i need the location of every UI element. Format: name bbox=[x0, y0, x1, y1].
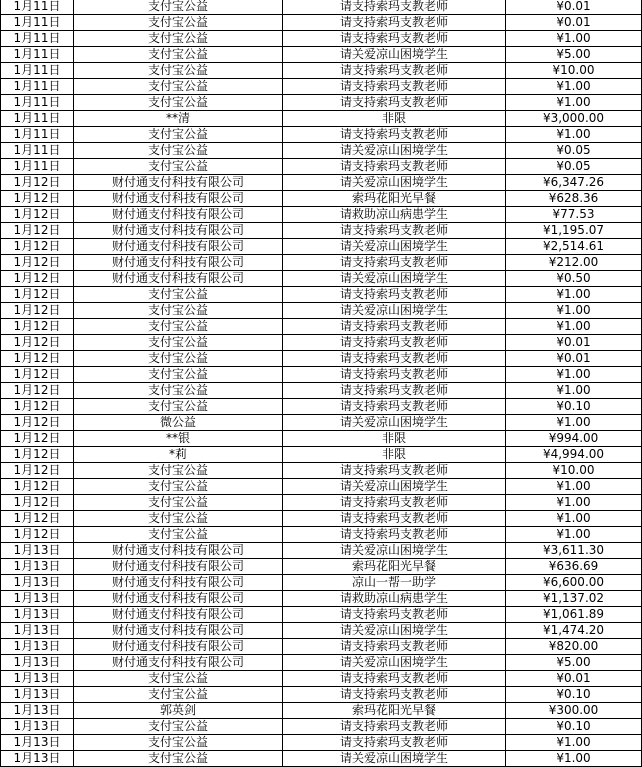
cell-date[interactable]: 1月12日 bbox=[1, 223, 74, 239]
cell-amount[interactable]: ¥1,137.02 bbox=[506, 591, 642, 607]
cell-donor[interactable]: 财付通支付科技有限公司 bbox=[74, 607, 283, 623]
cell-donor[interactable]: 支付宝公益 bbox=[74, 159, 283, 175]
table-row bbox=[1, 383, 642, 399]
cell-project[interactable]: 请关爱凉山困境学生 bbox=[283, 303, 506, 319]
table-row bbox=[1, 159, 642, 175]
table-row bbox=[1, 127, 642, 143]
cell-date[interactable]: 1月13日 bbox=[1, 655, 74, 671]
cell-amount[interactable]: ¥820.00 bbox=[506, 639, 642, 655]
cell-amount[interactable]: ¥1.00 bbox=[506, 735, 642, 751]
cell-date[interactable]: 1月12日 bbox=[1, 335, 74, 351]
table-row bbox=[1, 607, 642, 623]
cell-date[interactable]: 1月11日 bbox=[1, 47, 74, 63]
cell-date[interactable]: 1月12日 bbox=[1, 319, 74, 335]
table-row bbox=[1, 303, 642, 319]
table-row bbox=[1, 735, 642, 751]
cell-amount[interactable]: ¥0.50 bbox=[506, 271, 642, 287]
table-row bbox=[1, 655, 642, 671]
cell-date[interactable]: 1月12日 bbox=[1, 367, 74, 383]
cell-amount[interactable]: ¥1.00 bbox=[506, 495, 642, 511]
cell-amount[interactable]: ¥1.00 bbox=[506, 415, 642, 431]
table-row bbox=[1, 575, 642, 591]
cell-date[interactable]: 1月12日 bbox=[1, 207, 74, 223]
cell-date[interactable]: 1月12日 bbox=[1, 255, 74, 271]
cell-project[interactable]: 请关爱凉山困境学生 bbox=[283, 655, 506, 671]
table-row bbox=[1, 527, 642, 543]
cell-donor[interactable]: 财付通支付科技有限公司 bbox=[74, 223, 283, 239]
cell-project[interactable]: 请关爱凉山困境学生 bbox=[283, 479, 506, 495]
cell-amount[interactable]: ¥0.01 bbox=[506, 351, 642, 367]
cell-project[interactable]: 请关爱凉山困境学生 bbox=[283, 415, 506, 431]
cell-donor[interactable]: 支付宝公益 bbox=[74, 95, 283, 111]
cell-amount[interactable]: ¥0.10 bbox=[506, 719, 642, 735]
cell-project[interactable]: 非限 bbox=[283, 111, 506, 127]
cell-amount[interactable]: ¥0.10 bbox=[506, 687, 642, 703]
table-row bbox=[1, 703, 642, 719]
cell-amount[interactable]: ¥1.00 bbox=[506, 95, 642, 111]
cell-amount[interactable]: ¥2,514.61 bbox=[506, 239, 642, 255]
table-row bbox=[1, 671, 642, 687]
table-row bbox=[1, 415, 642, 431]
cell-date[interactable]: 1月12日 bbox=[1, 495, 74, 511]
cell-date[interactable]: 1月13日 bbox=[1, 735, 74, 751]
cell-date[interactable]: 1月11日 bbox=[1, 15, 74, 31]
cell-donor[interactable]: 财付通支付科技有限公司 bbox=[74, 591, 283, 607]
table-row bbox=[1, 271, 642, 287]
cell-donor[interactable]: 支付宝公益 bbox=[74, 687, 283, 703]
cell-project[interactable]: 请支持索玛支教老师 bbox=[283, 607, 506, 623]
cell-project[interactable]: 索玛花阳光早餐 bbox=[283, 559, 506, 575]
cell-project[interactable]: 请支持索玛支教老师 bbox=[283, 639, 506, 655]
cell-donor[interactable]: 财付通支付科技有限公司 bbox=[74, 175, 283, 191]
cell-date[interactable]: 1月12日 bbox=[1, 463, 74, 479]
cell-project[interactable]: 请支持索玛支教老师 bbox=[283, 319, 506, 335]
cell-date[interactable]: 1月13日 bbox=[1, 607, 74, 623]
cell-donor[interactable]: 支付宝公益 bbox=[74, 479, 283, 495]
cell-donor[interactable]: 财付通支付科技有限公司 bbox=[74, 255, 283, 271]
cell-amount[interactable]: ¥1,195.07 bbox=[506, 223, 642, 239]
table-row bbox=[1, 79, 642, 95]
cell-date[interactable]: 1月13日 bbox=[1, 591, 74, 607]
cell-project[interactable]: 请关爱凉山困境学生 bbox=[283, 271, 506, 287]
cell-donor[interactable]: 财付通支付科技有限公司 bbox=[74, 271, 283, 287]
cell-project[interactable]: 请关爱凉山困境学生 bbox=[283, 751, 506, 767]
cell-date[interactable]: 1月13日 bbox=[1, 687, 74, 703]
cell-donor[interactable]: 支付宝公益 bbox=[74, 0, 283, 15]
cell-amount[interactable]: ¥0.01 bbox=[506, 15, 642, 31]
cell-date[interactable]: 1月11日 bbox=[1, 63, 74, 79]
cell-amount[interactable]: ¥10.00 bbox=[506, 463, 642, 479]
table-row bbox=[1, 751, 642, 767]
cell-donor[interactable]: 支付宝公益 bbox=[74, 335, 283, 351]
cell-amount[interactable]: ¥0.05 bbox=[506, 159, 642, 175]
table-row bbox=[1, 95, 642, 111]
cell-donor[interactable]: 支付宝公益 bbox=[74, 47, 283, 63]
table-row bbox=[1, 687, 642, 703]
cell-project[interactable]: 索玛花阳光早餐 bbox=[283, 703, 506, 719]
cell-project[interactable]: 请支持索玛支教老师 bbox=[283, 511, 506, 527]
cell-project[interactable]: 请支持索玛支教老师 bbox=[283, 0, 506, 15]
cell-amount[interactable]: ¥1,474.20 bbox=[506, 623, 642, 639]
cell-donor[interactable]: 财付通支付科技有限公司 bbox=[74, 239, 283, 255]
table-row bbox=[1, 239, 642, 255]
cell-project[interactable]: 请支持索玛支教老师 bbox=[283, 351, 506, 367]
table-row bbox=[1, 351, 642, 367]
cell-project[interactable]: 请支持索玛支教老师 bbox=[283, 159, 506, 175]
cell-donor[interactable]: 支付宝公益 bbox=[74, 751, 283, 767]
cell-project[interactable]: 请关爱凉山困境学生 bbox=[283, 143, 506, 159]
cell-project[interactable]: 请关爱凉山困境学生 bbox=[283, 543, 506, 559]
table-row bbox=[1, 511, 642, 527]
cell-donor[interactable]: 微公益 bbox=[74, 415, 283, 431]
cell-donor[interactable]: *莉 bbox=[74, 447, 283, 463]
cell-date[interactable]: 1月13日 bbox=[1, 751, 74, 767]
cell-donor[interactable]: 支付宝公益 bbox=[74, 287, 283, 303]
cell-project[interactable]: 请关爱凉山困境学生 bbox=[283, 239, 506, 255]
cell-amount[interactable]: ¥5.00 bbox=[506, 655, 642, 671]
table-row bbox=[1, 591, 642, 607]
cell-donor[interactable]: 支付宝公益 bbox=[74, 367, 283, 383]
cell-donor[interactable]: 支付宝公益 bbox=[74, 143, 283, 159]
cell-date[interactable]: 1月12日 bbox=[1, 303, 74, 319]
cell-amount[interactable]: ¥1.00 bbox=[506, 303, 642, 319]
cell-donor[interactable]: 支付宝公益 bbox=[74, 303, 283, 319]
table-row bbox=[1, 463, 642, 479]
cell-donor[interactable]: 支付宝公益 bbox=[74, 351, 283, 367]
cell-project[interactable]: 请支持索玛支教老师 bbox=[283, 719, 506, 735]
cell-amount[interactable]: ¥3,611.30 bbox=[506, 543, 642, 559]
cell-date[interactable]: 1月12日 bbox=[1, 239, 74, 255]
cell-date[interactable]: 1月11日 bbox=[1, 79, 74, 95]
cell-project[interactable]: 请支持索玛支教老师 bbox=[283, 335, 506, 351]
cell-amount[interactable]: ¥1.00 bbox=[506, 79, 642, 95]
cell-amount[interactable]: ¥1.00 bbox=[506, 479, 642, 495]
cell-donor[interactable]: 支付宝公益 bbox=[74, 127, 283, 143]
cell-amount[interactable]: ¥6,347.26 bbox=[506, 175, 642, 191]
cell-date[interactable]: 1月11日 bbox=[1, 31, 74, 47]
cell-date[interactable]: 1月13日 bbox=[1, 639, 74, 655]
cell-date[interactable]: 1月11日 bbox=[1, 127, 74, 143]
cell-amount[interactable]: ¥1.00 bbox=[506, 127, 642, 143]
cell-amount[interactable]: ¥212.00 bbox=[506, 255, 642, 271]
cell-date[interactable]: 1月11日 bbox=[1, 143, 74, 159]
cell-project[interactable]: 请支持索玛支教老师 bbox=[283, 223, 506, 239]
cell-amount[interactable]: ¥3,000.00 bbox=[506, 111, 642, 127]
cell-project[interactable]: 请支持索玛支教老师 bbox=[283, 735, 506, 751]
table-row bbox=[1, 543, 642, 559]
cell-amount[interactable]: ¥77.53 bbox=[506, 207, 642, 223]
cell-donor[interactable]: 支付宝公益 bbox=[74, 511, 283, 527]
cell-date[interactable]: 1月13日 bbox=[1, 559, 74, 575]
cell-date[interactable]: 1月12日 bbox=[1, 287, 74, 303]
cell-amount[interactable]: ¥1.00 bbox=[506, 751, 642, 767]
cell-project[interactable]: 请支持索玛支教老师 bbox=[283, 127, 506, 143]
cell-amount[interactable]: ¥1.00 bbox=[506, 527, 642, 543]
cell-date[interactable]: 1月12日 bbox=[1, 447, 74, 463]
cell-amount[interactable]: ¥0.05 bbox=[506, 143, 642, 159]
table-row bbox=[1, 207, 642, 223]
table-row bbox=[1, 495, 642, 511]
cell-project[interactable]: 请支持索玛支教老师 bbox=[283, 463, 506, 479]
cell-amount[interactable]: ¥1,061.89 bbox=[506, 607, 642, 623]
cell-project[interactable]: 请支持索玛支教老师 bbox=[283, 15, 506, 31]
cell-project[interactable]: 请支持索玛支教老师 bbox=[283, 527, 506, 543]
cell-amount[interactable]: ¥636.69 bbox=[506, 559, 642, 575]
table-row bbox=[1, 479, 642, 495]
cell-project[interactable]: 请关爱凉山困境学生 bbox=[283, 623, 506, 639]
cell-amount[interactable]: ¥0.01 bbox=[506, 0, 642, 15]
cell-amount[interactable]: ¥10.00 bbox=[506, 63, 642, 79]
cell-amount[interactable]: ¥0.10 bbox=[506, 399, 642, 415]
table-row bbox=[1, 47, 642, 63]
cell-date[interactable]: 1月13日 bbox=[1, 575, 74, 591]
table-row bbox=[1, 399, 642, 415]
cell-donor[interactable]: 财付通支付科技有限公司 bbox=[74, 575, 283, 591]
cell-project[interactable]: 请支持索玛支教老师 bbox=[283, 367, 506, 383]
cell-donor[interactable]: 财付通支付科技有限公司 bbox=[74, 207, 283, 223]
cell-amount[interactable]: ¥300.00 bbox=[506, 703, 642, 719]
cell-project[interactable]: 请支持索玛支教老师 bbox=[283, 687, 506, 703]
cell-project[interactable]: 请关爱凉山困境学生 bbox=[283, 175, 506, 191]
cell-project[interactable]: 索玛花阳光早餐 bbox=[283, 191, 506, 207]
table-row bbox=[1, 255, 642, 271]
cell-date[interactable]: 1月13日 bbox=[1, 623, 74, 639]
cell-project[interactable]: 请支持索玛支教老师 bbox=[283, 287, 506, 303]
cell-donor[interactable]: 支付宝公益 bbox=[74, 31, 283, 47]
table-row bbox=[1, 15, 642, 31]
cell-donor[interactable]: 财付通支付科技有限公司 bbox=[74, 191, 283, 207]
table-row bbox=[1, 287, 642, 303]
table-row bbox=[1, 623, 642, 639]
cell-project[interactable]: 请支持索玛支教老师 bbox=[283, 671, 506, 687]
cell-date[interactable]: 1月13日 bbox=[1, 671, 74, 687]
cell-date[interactable]: 1月11日 bbox=[1, 159, 74, 175]
cell-donor[interactable]: 支付宝公益 bbox=[74, 527, 283, 543]
cell-donor[interactable]: 支付宝公益 bbox=[74, 671, 283, 687]
cell-date[interactable]: 1月11日 bbox=[1, 95, 74, 111]
table-row bbox=[1, 191, 642, 207]
cell-project[interactable]: 请救助凉山病患学生 bbox=[283, 207, 506, 223]
cell-date[interactable]: 1月12日 bbox=[1, 431, 74, 447]
cell-donor[interactable]: 支付宝公益 bbox=[74, 63, 283, 79]
cell-project[interactable]: 请救助凉山病患学生 bbox=[283, 591, 506, 607]
cell-project[interactable]: 请关爱凉山困境学生 bbox=[283, 47, 506, 63]
table-row bbox=[1, 63, 642, 79]
table-row bbox=[1, 431, 642, 447]
donation-table-body bbox=[1, 0, 642, 767]
cell-project[interactable]: 非限 bbox=[283, 447, 506, 463]
cell-date[interactable]: 1月12日 bbox=[1, 351, 74, 367]
table-row bbox=[1, 335, 642, 351]
cell-donor[interactable]: 支付宝公益 bbox=[74, 79, 283, 95]
cell-amount[interactable]: ¥0.01 bbox=[506, 671, 642, 687]
cell-donor[interactable]: 支付宝公益 bbox=[74, 319, 283, 335]
table-row bbox=[1, 0, 642, 15]
cell-donor[interactable]: 支付宝公益 bbox=[74, 383, 283, 399]
cell-date[interactable]: 1月11日 bbox=[1, 0, 74, 15]
cell-donor[interactable]: 支付宝公益 bbox=[74, 719, 283, 735]
cell-project[interactable]: 请支持索玛支教老师 bbox=[283, 63, 506, 79]
cell-amount[interactable]: ¥994.00 bbox=[506, 431, 642, 447]
table-row bbox=[1, 367, 642, 383]
table-row bbox=[1, 31, 642, 47]
cell-amount[interactable]: ¥1.00 bbox=[506, 31, 642, 47]
cell-date[interactable]: 1月12日 bbox=[1, 191, 74, 207]
cell-donor[interactable]: **清 bbox=[74, 111, 283, 127]
table-row bbox=[1, 175, 642, 191]
cell-donor[interactable]: 支付宝公益 bbox=[74, 495, 283, 511]
cell-date[interactable]: 1月12日 bbox=[1, 415, 74, 431]
cell-donor[interactable]: 支付宝公益 bbox=[74, 735, 283, 751]
cell-date[interactable]: 1月12日 bbox=[1, 399, 74, 415]
cell-project[interactable]: 请支持索玛支教老师 bbox=[283, 31, 506, 47]
cell-amount[interactable]: ¥1.00 bbox=[506, 319, 642, 335]
table-row bbox=[1, 223, 642, 239]
cell-amount[interactable]: ¥1.00 bbox=[506, 511, 642, 527]
cell-amount[interactable]: ¥0.01 bbox=[506, 335, 642, 351]
cell-project[interactable]: 凉山一帮一助学 bbox=[283, 575, 506, 591]
cell-donor[interactable]: 支付宝公益 bbox=[74, 15, 283, 31]
cell-date[interactable]: 1月11日 bbox=[1, 111, 74, 127]
cell-donor[interactable]: 财付通支付科技有限公司 bbox=[74, 655, 283, 671]
table-row bbox=[1, 447, 642, 463]
cell-amount[interactable]: ¥628.36 bbox=[506, 191, 642, 207]
cell-donor[interactable]: 财付通支付科技有限公司 bbox=[74, 639, 283, 655]
cell-project[interactable]: 请支持索玛支教老师 bbox=[283, 399, 506, 415]
cell-project[interactable]: 非限 bbox=[283, 431, 506, 447]
table-row bbox=[1, 111, 642, 127]
cell-amount[interactable]: ¥1.00 bbox=[506, 383, 642, 399]
cell-amount[interactable]: ¥4,994.00 bbox=[506, 447, 642, 463]
table-row bbox=[1, 319, 642, 335]
cell-amount[interactable]: ¥6,600.00 bbox=[506, 575, 642, 591]
cell-date[interactable]: 1月13日 bbox=[1, 543, 74, 559]
cell-date[interactable]: 1月12日 bbox=[1, 383, 74, 399]
table-row bbox=[1, 719, 642, 735]
cell-donor[interactable]: 财付通支付科技有限公司 bbox=[74, 623, 283, 639]
cell-project[interactable]: 请支持索玛支教老师 bbox=[283, 95, 506, 111]
cell-date[interactable]: 1月13日 bbox=[1, 703, 74, 719]
cell-donor[interactable]: 支付宝公益 bbox=[74, 399, 283, 415]
cell-date[interactable]: 1月12日 bbox=[1, 271, 74, 287]
cell-date[interactable]: 1月12日 bbox=[1, 479, 74, 495]
cell-date[interactable]: 1月12日 bbox=[1, 511, 74, 527]
cell-donor[interactable]: 财付通支付科技有限公司 bbox=[74, 543, 283, 559]
cell-date[interactable]: 1月13日 bbox=[1, 719, 74, 735]
cell-date[interactable]: 1月12日 bbox=[1, 527, 74, 543]
table-row bbox=[1, 559, 642, 575]
cell-date[interactable]: 1月12日 bbox=[1, 175, 74, 191]
cell-amount[interactable]: ¥1.00 bbox=[506, 367, 642, 383]
cell-donor[interactable]: **银 bbox=[74, 431, 283, 447]
table-row bbox=[1, 143, 642, 159]
cell-donor[interactable]: 财付通支付科技有限公司 bbox=[74, 559, 283, 575]
cell-donor[interactable]: 郭英剑 bbox=[74, 703, 283, 719]
cell-project[interactable]: 请支持索玛支教老师 bbox=[283, 255, 506, 271]
cell-amount[interactable]: ¥5.00 bbox=[506, 47, 642, 63]
cell-project[interactable]: 请支持索玛支教老师 bbox=[283, 495, 506, 511]
cell-project[interactable]: 请支持索玛支教老师 bbox=[283, 383, 506, 399]
cell-project[interactable]: 请支持索玛支教老师 bbox=[283, 79, 506, 95]
cell-amount[interactable]: ¥1.00 bbox=[506, 287, 642, 303]
cell-donor[interactable]: 支付宝公益 bbox=[74, 463, 283, 479]
table-row bbox=[1, 639, 642, 655]
